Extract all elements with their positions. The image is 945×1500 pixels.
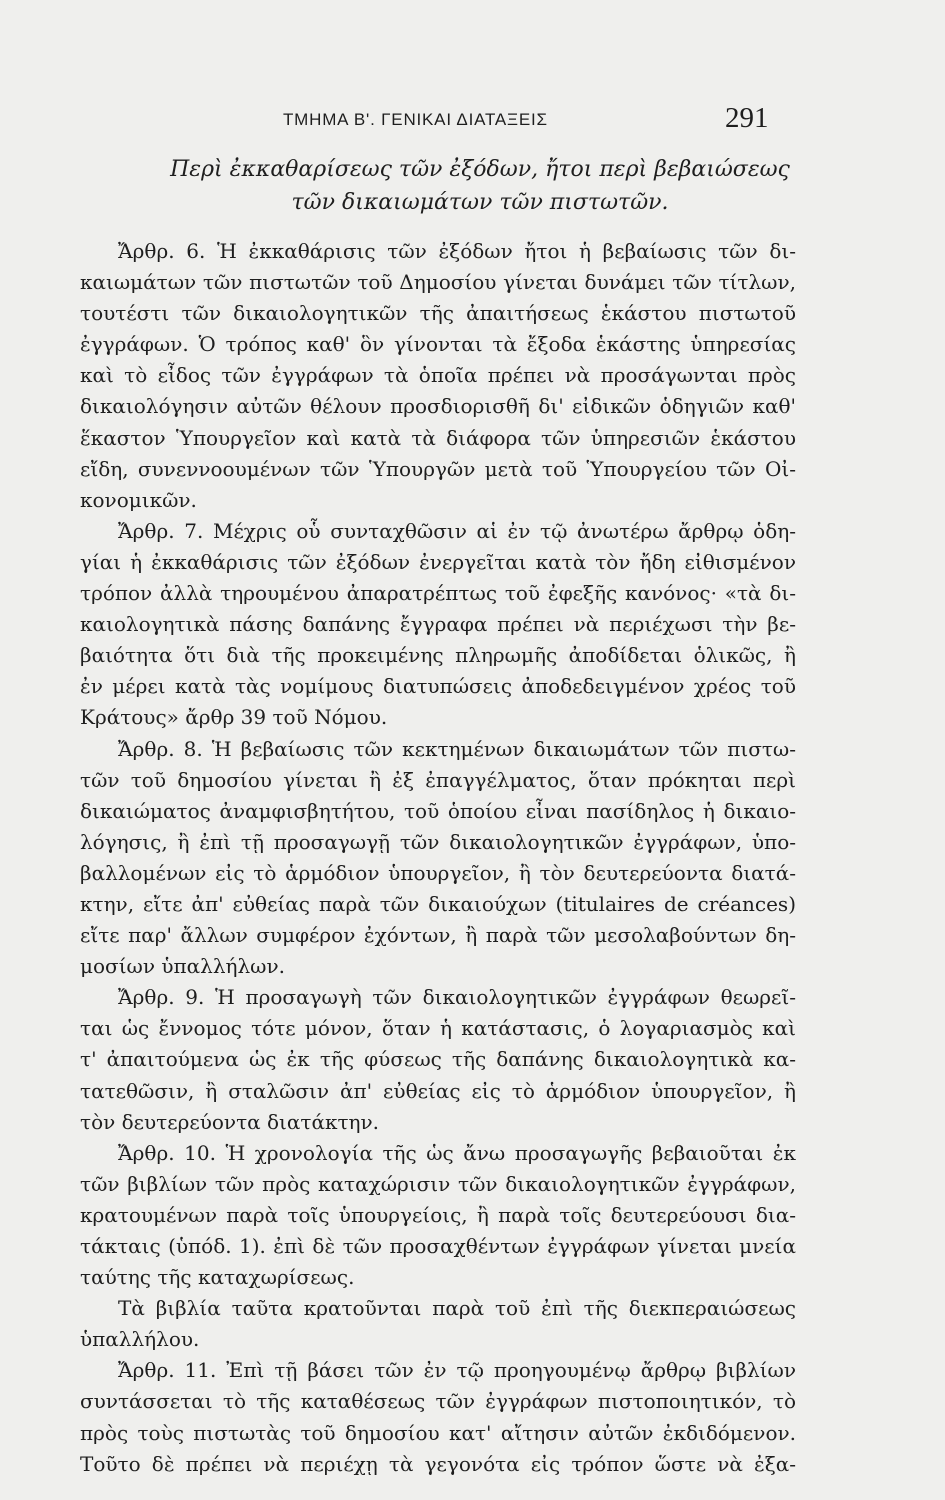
text-line: τῶν βιβλίων τῶν πρὸς καταχώρισιν τῶν δικαιολογητικῶν ἐγγράφων, <box>80 1171 796 1196</box>
text-line: Τὰ βιβλία ταῦτα κρατοῦνται παρὰ τοῦ ἐπὶ τῆς διεκπεραιώσεως <box>118 1296 796 1321</box>
text-line: Τοῦτο δὲ πρέπει νὰ περιέχῃ τὰ γεγονότα εἰς τρόπον ὥστε νὰ ἐξα- <box>80 1451 796 1476</box>
text-line: τάκταις (ὑπόδ. 1). ἐπὶ δὲ τῶν προσαχθέντων ἐγγράφων γίνεται μνεία <box>80 1234 796 1258</box>
text-line: τ' ἀπαιτούμενα ὡς ἐκ τῆς φύσεως τῆς δαπάνης δικαιολογητικὰ κα- <box>80 1047 796 1072</box>
text-line: κονομικῶν. <box>80 487 197 512</box>
text-line: ταύτης τῆς καταχωρίσεως. <box>80 1265 355 1290</box>
text-line: Ἄρθρ. 9. Ἡ προσαγωγὴ τῶν δικαιολογητικῶν ἐγγράφων θεωρεῖ- <box>118 985 796 1010</box>
text-line: ἕκαστον Ὑπουργεῖον καὶ κατὰ τὰ διάφορα τῶν ὑπηρεσιῶν ἑκάστου <box>80 425 796 450</box>
text-line: εἴτε παρ' ἄλλων συμφέρον ἐχόντων, ἢ παρὰ τῶν μεσολαβούντων δη- <box>80 923 796 948</box>
text-line: πρὸς τοὺς πιστωτὰς τοῦ δημοσίου κατ' αἴτησιν αὐτῶν ἐκδιδόμενον. <box>80 1420 796 1445</box>
section-title-line: Περὶ ἐκκαθαρίσεως τῶν ἐξόδων, ἤτοι περὶ βεβαιώσεως <box>170 157 790 182</box>
page-number: 291 <box>725 102 769 134</box>
text-line: ται ὡς ἔννομος τότε μόνον, ὅταν ἡ κατάστασις, ὁ λογαριασμὸς καὶ <box>80 1016 796 1041</box>
text-line: συντάσσεται τὸ τῆς καταθέσεως τῶν ἐγγράφων πιστοποιητικόν, τὸ <box>80 1389 796 1414</box>
text-line: Κράτους» ἄρθρ 39 τοῦ Νόμου. <box>80 705 388 730</box>
running-title: ΤΜΗΜΑ Β'. ΓΕΝΙΚΑΙ ΔΙΑΤΑΞΕΙΣ <box>283 110 548 129</box>
body-text <box>80 236 796 1480</box>
section-title <box>80 153 880 219</box>
text-line: δικαιώματος ἀναμφισβητήτου, τοῦ ὁποίου εἶναι πασίδηλος ἡ δικαιο- <box>80 798 796 823</box>
text-line: καιολογητικὰ πάσης δαπάνης ἔγγραφα πρέπει νὰ περιέχωσι τὴν βε- <box>80 612 796 637</box>
text-line: δικαιολόγησιν αὐτῶν θέλουν προσδιορισθῆ δι' εἰδικῶν ὁδηγιῶν καθ' <box>80 394 796 419</box>
text-line: εἴδη, συνεννοουμένων τῶν Ὑπουργῶν μετὰ τοῦ Ὑπουργείου τῶν Οἰ- <box>80 456 796 481</box>
text-line: λόγησις, ἢ ἐπὶ τῇ προσαγωγῇ τῶν δικαιολογητικῶν ἐγγράφων, ὑπο- <box>80 829 796 854</box>
text-line: καιωμάτων τῶν πιστωτῶν τοῦ Δημοσίου γίνεται δυνάμει τῶν τίτλων, <box>80 270 796 295</box>
text-line: ἐγγράφων. Ὁ τρόπος καθ' ὃν γίνονται τὰ ἔξοδα ἑκάστης ὑπηρεσίας <box>80 332 796 357</box>
text-line: γίαι ἡ ἐκκαθάρισις τῶν ἐξόδων ἐνεργεῖται κατὰ τὸν ἤδη εἰθισμένον <box>80 549 796 574</box>
section-title-line: τῶν δικαιωμάτων τῶν πιστωτῶν. <box>291 190 669 215</box>
text-line: τατεθῶσιν, ἢ σταλῶσιν ἀπ' εὐθείας εἰς τὸ ἁρμόδιον ὑπουργεῖον, ἢ <box>80 1078 796 1103</box>
text-line: Ἄρθρ. 7. Μέχρις οὗ συνταχθῶσιν αἱ ἐν τῷ ἀνωτέρω ἄρθρῳ ὁδη- <box>118 518 796 543</box>
text-line: τρόπον ἀλλὰ τηρουμένου ἀπαρατρέπτως τοῦ ἐφεξῆς κανόνος· «τὰ δι- <box>80 581 796 606</box>
text-line: τουτέστι τῶν δικαιολογητικῶν τῆς ἀπαιτήσεως ἑκάστου πιστωτοῦ <box>80 301 796 326</box>
text-line: κτην, εἴτε ἀπ' εὐθείας παρὰ τῶν δικαιούχων (titulaires de créances) <box>80 891 796 916</box>
text-line: ὑπαλλήλου. <box>80 1327 200 1352</box>
text-line: καὶ τὸ εἶδος τῶν ἐγγράφων τὰ ὁποῖα πρέπει νὰ προσάγωνται πρὸς <box>80 363 796 388</box>
running-head <box>0 102 945 142</box>
text-line: τὸν δευτερεύοντα διατάκτην. <box>80 1109 380 1134</box>
text-line: βαιότητα ὅτι διὰ τῆς προκειμένης πληρωμῆς ἀποδίδεται ὁλικῶς, ἢ <box>80 643 796 668</box>
text-line: Ἄρθρ. 6. Ἡ ἐκκαθάρισις τῶν ἐξόδων ἤτοι ἡ βεβαίωσις τῶν δι- <box>118 239 796 263</box>
text-line: κρατουμένων παρὰ τοῖς ὑπουργείοις, ἢ παρὰ τοῖς δευτερεύουσι δια- <box>80 1202 796 1227</box>
text-line: βαλλομένων εἰς τὸ ἁρμόδιον ὑπουργεῖον, ἢ τὸν δευτερεύοντα διατά- <box>80 860 796 885</box>
text-line: ἐν μέρει κατὰ τὰς νομίμους διατυπώσεις ἀποδεδειγμένον χρέος τοῦ <box>80 674 796 699</box>
text-line: μοσίων ὑπαλλήλων. <box>80 954 285 979</box>
text-line: Ἄρθρ. 11. Ἐπὶ τῇ βάσει τῶν ἐν τῷ προηγουμένῳ ἄρθρῳ βιβλίων <box>118 1358 796 1383</box>
text-line: τῶν τοῦ δημοσίου γίνεται ἢ ἐξ ἐπαγγέλματος, ὅταν πρόκηται περὶ <box>80 767 796 792</box>
text-line: Ἄρθρ. 10. Ἡ χρονολογία τῆς ὡς ἄνω προσαγωγῆς βεβαιοῦται ἐκ <box>118 1140 796 1165</box>
text-line: Ἄρθρ. 8. Ἡ βεβαίωσις τῶν κεκτημένων δικαιωμάτων τῶν πιστω- <box>118 736 796 761</box>
